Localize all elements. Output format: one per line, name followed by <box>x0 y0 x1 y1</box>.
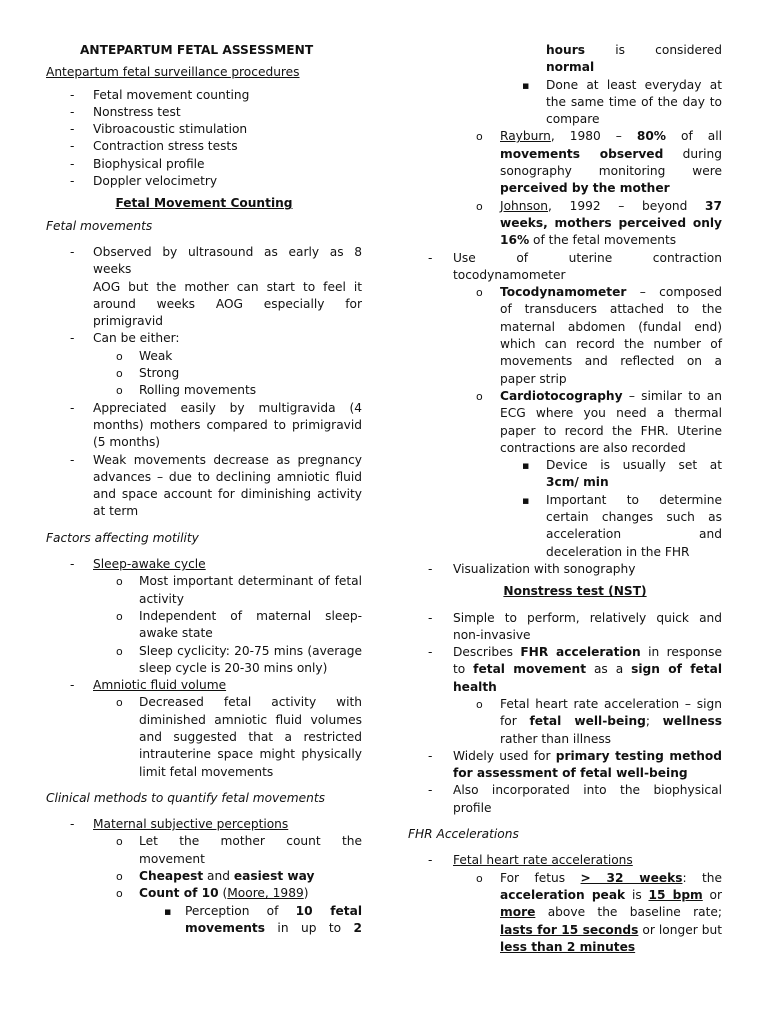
device-item: ▪ Device is usually set at 3cm/ min <box>428 457 722 492</box>
factors-heading: Factors affecting motility <box>46 530 199 545</box>
sleep-subitem: o Most important determinant of fetal activity <box>46 573 362 608</box>
amniotic-subitem: o Decreased fetal activity with diminished amniotic fluid volumes and suggested that a restricted intrauterine space might physically limit fetal movements <box>46 694 362 780</box>
fetal-movements-heading: Fetal movements <box>46 218 153 233</box>
procedure-item: Biophysical profile <box>93 156 205 171</box>
count10-item: o Count of 10 (Moore, 1989) <box>46 885 362 902</box>
procedure-item: Nonstress test <box>93 104 181 119</box>
rayburn-item: o Rayburn, 1980 – 80% of all movements observed during sonography monitoring were perceived by the mother <box>428 128 722 197</box>
procedure-item: Vibroacoustic stimulation <box>93 122 248 137</box>
weak-movements-item: - Weak movements decrease as pregnancy advances – due to declining amniotic fluid and space account for diminishing activity at term <box>46 452 362 521</box>
fhr-accelerations-item: - Fetal heart rate accelerations <box>428 852 722 869</box>
document-title: ANTEPARTUM FETAL ASSESSMENT <box>80 43 314 57</box>
procedure-item: Fetal movement counting <box>93 87 250 102</box>
surveillance-heading: Antepartum fetal surveillance procedures <box>46 65 300 80</box>
important-item: ▪ Important to determine certain changes such as acceleration and deceleration in the FHR <box>428 492 722 561</box>
sleep-subitem: o Independent of maternal sleep- awake state <box>46 608 362 643</box>
fhr-accelerations-heading: FHR Accelerations <box>408 827 519 842</box>
sleep-awake-item: - Sleep-awake cycle <box>46 556 362 573</box>
sleep-subitem: o Sleep cyclicity: 20-75 mins (average sleep cycle is 20-30 mins only) <box>46 643 362 678</box>
procedure-item: Doppler velocimetry <box>93 174 218 189</box>
johnson-item: o Johnson, 1992 – beyond 37 weeks, mothers perceived only 16% of the fetal movements <box>428 198 722 250</box>
appreciated-item: - Appreciated easily by multigravida (4 months) mothers compared to primigravid (5 months) <box>46 400 362 452</box>
maternal-item: - Maternal subjective perceptions <box>46 816 362 833</box>
visualization-item: - Visualization with sonography <box>428 561 722 578</box>
describes-item: - Describes FHR acceleration in response to fetal movement as a sign of fetal health <box>428 644 722 696</box>
done-item: ▪ Done at least everyday at the same time of the day to compare <box>428 77 722 129</box>
use-uterine-item: - Use of uterine contraction tocodynamometer <box>428 250 722 285</box>
for-fetus-item: o For fetus > 32 weeks: the acceleration peak is 15 bpm or more above the baseline rate; lasts for 15 seconds or longer but less than 2 minutes <box>428 870 722 956</box>
procedure-list <box>46 87 362 191</box>
simple-item: - Simple to perform, relatively quick and non-invasive <box>428 610 722 645</box>
type-item: o Rolling movements <box>46 382 362 399</box>
fmc-heading: Fetal Movement Counting <box>115 196 293 211</box>
cheapest-item: o Cheapest and easiest way <box>46 868 362 885</box>
tocodynamometer-item: o Tocodynamometer – composed of transducers attached to the maternal abdomen (fundal end) which can record the number of movements and reflected on a paper strip <box>428 284 722 388</box>
procedure-item: Contraction stress tests <box>93 139 238 154</box>
right-column <box>408 42 723 956</box>
hours-continuation: hours is considered normal <box>546 43 722 75</box>
also-incorporated-item: - Also incorporated into the biophysical profile <box>428 782 722 817</box>
fhr-acceleration-sign-item: o Fetal heart rate acceleration – sign for fetal well-being; wellness rather than illness <box>428 696 722 748</box>
left-column <box>46 42 362 937</box>
amniotic-item: - Amniotic fluid volume <box>46 677 362 694</box>
cardiotocography-item: o Cardiotocography – similar to an ECG where you need a thermal paper to record the FHR. Uterine contractions are also recorded <box>428 388 722 457</box>
nst-heading: Nonstress test (NST) <box>503 584 647 599</box>
let-mother-item: o Let the mother count the movement <box>46 833 362 868</box>
observed-item: - Observed by ultrasound as early as 8 weeks AOG but the mother can start to feel it around weeks AOG especially for primigravid <box>46 244 362 330</box>
type-item: o Weak <box>46 348 362 365</box>
perception-item: ▪ Perception of 10 fetal movements in up to 2 <box>46 903 362 938</box>
widely-used-item: - Widely used for primary testing method for assessment of fetal well-being <box>428 748 722 783</box>
clinical-heading: Clinical methods to quantify fetal movements <box>46 790 325 805</box>
type-item: o Strong <box>46 365 362 382</box>
can-be-item: - Can be either: <box>46 330 362 347</box>
